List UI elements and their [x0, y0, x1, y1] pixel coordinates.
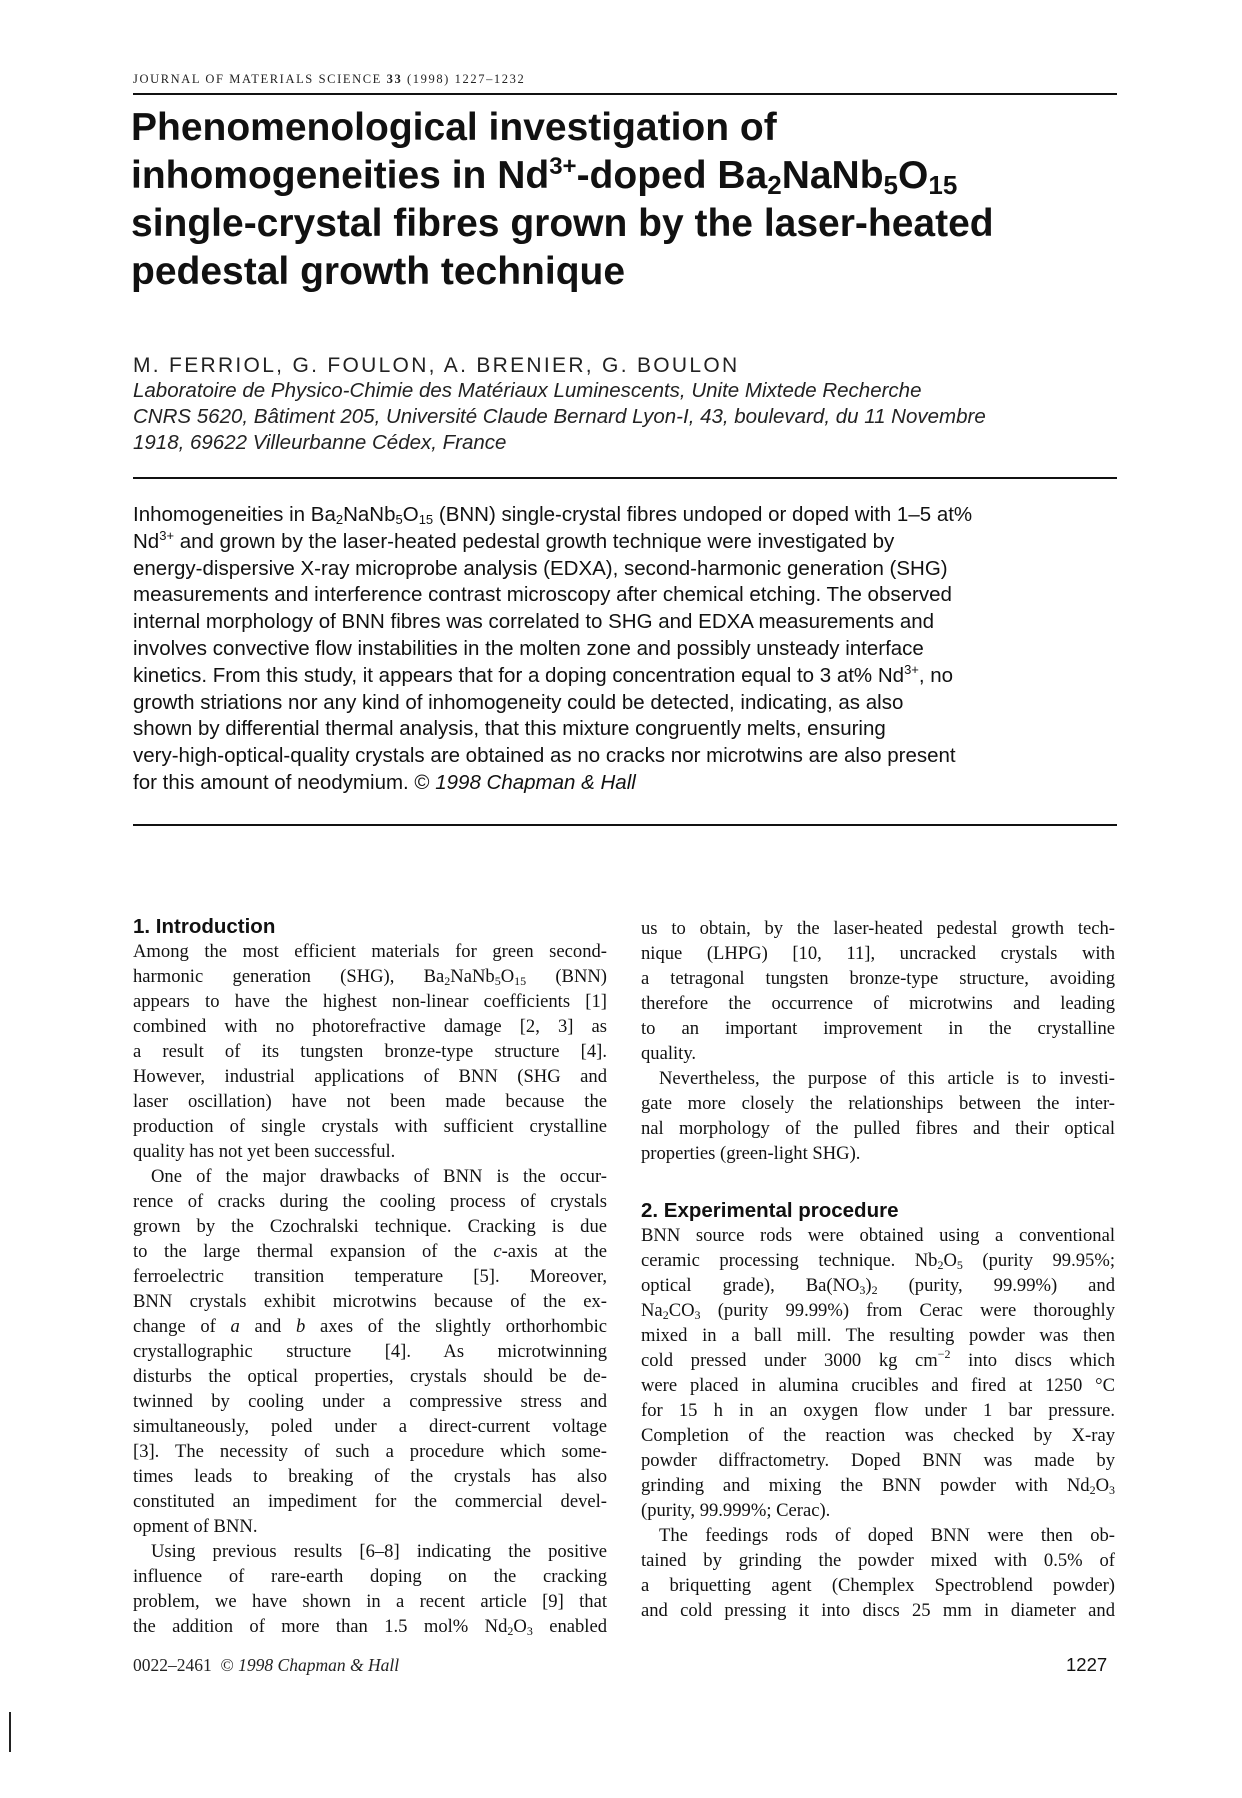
abstract — [133, 502, 1123, 797]
body-line: gate more closely the relationships between the inter- — [641, 1093, 1115, 1114]
body-line: crystallographic structure [4]. As microtwinning — [133, 1341, 607, 1362]
section-heading-experimental: 2. Experimental procedure — [641, 1199, 899, 1222]
abstract-line: shown by differential thermal analysis, that this mixture congruently melts, ensuring — [133, 717, 886, 741]
publisher: 1998 Chapman & Hall — [238, 1655, 400, 1675]
abstract-line: measurements and interference contrast microscopy after chemical etching. The observed — [133, 583, 952, 607]
body-line: cold pressed under 3000 kg $cm^{-2}$ into discs which — [641, 1347, 1115, 1371]
title-line-4: pedestal growth technique — [131, 250, 626, 293]
body-line: problem, we have shown in a recent article [9] that — [133, 1591, 607, 1612]
body-line: $Na_2CO_3$ (purity 99.99%) from Cerac were thoroughly — [641, 1300, 1115, 1322]
abstract-line: $Nd^{3+}$ and grown by the laser-heated pedestal growth technique were investigated by — [133, 527, 895, 553]
journal-year-pages: (1998) 1227–1232 — [402, 72, 526, 86]
body-line: and cold pressing it into discs 25 mm in diameter and — [641, 1600, 1115, 1621]
body-line: grinding and mixing the BNN powder with $Nd_2O_3$ — [641, 1475, 1115, 1497]
body-line: laser oscillation) have not been made because the — [133, 1091, 607, 1112]
running-head — [133, 72, 525, 87]
issn: 0022–2461 — [133, 1655, 212, 1675]
body-line: to an important improvement in the crystalline — [641, 1018, 1115, 1039]
body-line: production of single crystals with sufficient crystalline — [133, 1116, 607, 1137]
body-line: ferroelectric transition temperature [5]. Moreover, — [133, 1266, 607, 1287]
body-line: disturbs the optical properties, crystals should be de- — [133, 1366, 607, 1387]
body-line: a briquetting agent (Chemplex Spectroblend powder) — [641, 1575, 1115, 1596]
body-line: optical grade), $Ba(NO_3)_2$ (purity, 99.99%) and — [641, 1275, 1116, 1297]
body-line: were placed in alumina crucibles and fired at 1250 °C — [641, 1375, 1115, 1396]
body-line: (purity, 99.999%; Cerac). — [641, 1500, 831, 1521]
body-line: Among the most efficient materials for green second- — [133, 941, 607, 962]
body-line: therefore the occurrence of microtwins and leading — [641, 993, 1115, 1014]
title-line-2: inhomogeneities in $Nd^{3+}$-doped $Ba_2NaNb_5O_{15}$ — [131, 153, 958, 200]
title-line-1: Phenomenological investigation of — [131, 106, 777, 149]
body-line: a tetragonal tungsten bronze-type structure, avoiding — [641, 968, 1115, 989]
page-number: 1227 — [1066, 1654, 1108, 1675]
body-line: twinned by cooling under a compressive stress and — [133, 1391, 607, 1412]
body-line: us to obtain, by the laser-heated pedestal growth tech- — [641, 918, 1115, 939]
body-line: quality. — [641, 1043, 697, 1064]
body-line: harmonic generation (SHG), $Ba_2NaNb_5O_{15}$ (BNN) — [133, 966, 608, 988]
section-gap — [641, 1166, 1115, 1198]
body-line: combined with no photorefractive damage [2, 3] as — [133, 1016, 607, 1037]
abstract-bottom-rule — [133, 824, 1117, 826]
abstract-line: involves convective flow instabilities in the molten zone and possibly unsteady interface — [133, 636, 924, 660]
body-line: ceramic processing technique. $Nb_2O_5$ (purity 99.95%; — [641, 1250, 1115, 1272]
abstract-line: kinetics. From this study, it appears that for a doping concentration equal to 3 at% $Nd^{3+}$, no — [133, 661, 954, 687]
abstract-line: growth striations nor any kind of inhomogeneity could be detected, indicating, as also — [133, 690, 904, 714]
body-line: nal morphology of the pulled fibres and their optical — [641, 1118, 1115, 1139]
copyright-icon: © — [220, 1655, 234, 1675]
body-line: BNN crystals exhibit microtwins because of the ex- — [133, 1291, 607, 1312]
title-line-3: single-crystal fibres grown by the laser-heated — [131, 202, 994, 245]
body-line: grown by the Czochralski technique. Cracking is due — [133, 1216, 607, 1237]
body-line: mixed in a ball mill. The resulting powder was then — [641, 1325, 1115, 1346]
body-line: However, industrial applications of BNN (SHG and — [133, 1066, 607, 1087]
body-line: appears to have the highest non-linear coefficients [1] — [133, 991, 607, 1012]
abstract-line: Inhomogeneities in $Ba_2NaNb_5O_{15}$ (BNN) single-crystal fibres undoped or doped with 1–5 at% — [133, 503, 973, 527]
body-line: nique (LHPG) [10, 11], uncracked crystals with — [641, 943, 1115, 964]
body-line: One of the major drawbacks of BNN is the occur- — [151, 1166, 607, 1187]
affiliation — [133, 378, 1123, 456]
journal-name: JOURNAL OF MATERIALS SCIENCE — [133, 72, 387, 86]
body-line: properties (green-light SHG). — [641, 1143, 861, 1164]
body-line: constituted an impediment for the commercial devel- — [133, 1491, 607, 1512]
abstract-copyright: 1998 Chapman & Hall — [435, 770, 636, 794]
body-line: opment of BNN. — [133, 1516, 258, 1537]
body-line: quality has not yet been successful. — [133, 1141, 396, 1162]
body-line: BNN source rods were obtained using a conventional — [641, 1225, 1115, 1246]
affiliation-line: CNRS 5620, Bâtiment 205, Université Claude Bernard Lyon-I, 43, boulevard, du 11 Novembre — [133, 405, 986, 428]
body-line: The feedings rods of doped BNN were then ob- — [659, 1525, 1115, 1546]
journal-volume: 33 — [386, 72, 403, 86]
footer-issn-copyright — [133, 1655, 399, 1676]
body-line: a result of its tungsten bronze-type structure [4]. — [133, 1041, 607, 1062]
header-rule — [133, 93, 1117, 95]
body-line: Completion of the reaction was checked by X-ray — [641, 1425, 1115, 1446]
author-list: M. FERRIOL, G. FOULON, A. BRENIER, G. BOULON — [133, 354, 740, 377]
body-column-right — [641, 916, 1115, 1623]
abstract-line: very-high-optical-quality crystals are obtained as no cracks nor microtwins are also present — [133, 744, 956, 768]
body-line: to the large thermal expansion of the c-axis at the — [133, 1241, 607, 1262]
affiliation-line: 1918, 69622 Villeurbanne Cédex, France — [133, 431, 507, 454]
body-line: change of a and b axes of the slightly orthorhombic — [133, 1316, 607, 1337]
abstract-top-rule — [133, 477, 1117, 479]
section-heading-introduction: 1. Introduction — [133, 915, 276, 938]
body-line: tained by grinding the powder mixed with 0.5% of — [641, 1550, 1115, 1571]
body-line: rence of cracks during the cooling process of crystals — [133, 1191, 607, 1212]
article-title — [131, 104, 1131, 296]
body-line: simultaneously, poled under a direct-current voltage — [133, 1416, 607, 1437]
body-line: Using previous results [6–8] indicating the positive — [151, 1541, 607, 1562]
body-line: for 15 h in an oxygen flow under 1 bar pressure. — [641, 1400, 1115, 1421]
body-line: [3]. The necessity of such a procedure which some- — [133, 1441, 607, 1462]
body-line: the addition of more than 1.5 mol% $Nd_2O_3$ enabled — [133, 1616, 608, 1638]
body-line: Nevertheless, the purpose of this article is to investi- — [659, 1068, 1115, 1089]
abstract-line: for this amount of neodymium. © 1998 Chapman & Hall — [133, 770, 636, 794]
abstract-line: energy-dispersive X-ray microprobe analysis (EDXA), second-harmonic generation (SHG) — [133, 556, 948, 580]
affiliation-line: Laboratoire de Physico-Chimie des Matériaux Luminescents, Unite Mixtede Recherche — [133, 379, 922, 402]
body-line: times leads to breaking of the crystals has also — [133, 1466, 607, 1487]
body-line: powder diffractometry. Doped BNN was made by — [641, 1450, 1115, 1471]
body-column-left — [133, 914, 607, 1639]
scan-edge-mark — [9, 1712, 11, 1752]
body-line: influence of rare-earth doping on the cracking — [133, 1566, 607, 1587]
abstract-line: internal morphology of BNN fibres was correlated to SHG and EDXA measurements and — [133, 610, 935, 634]
